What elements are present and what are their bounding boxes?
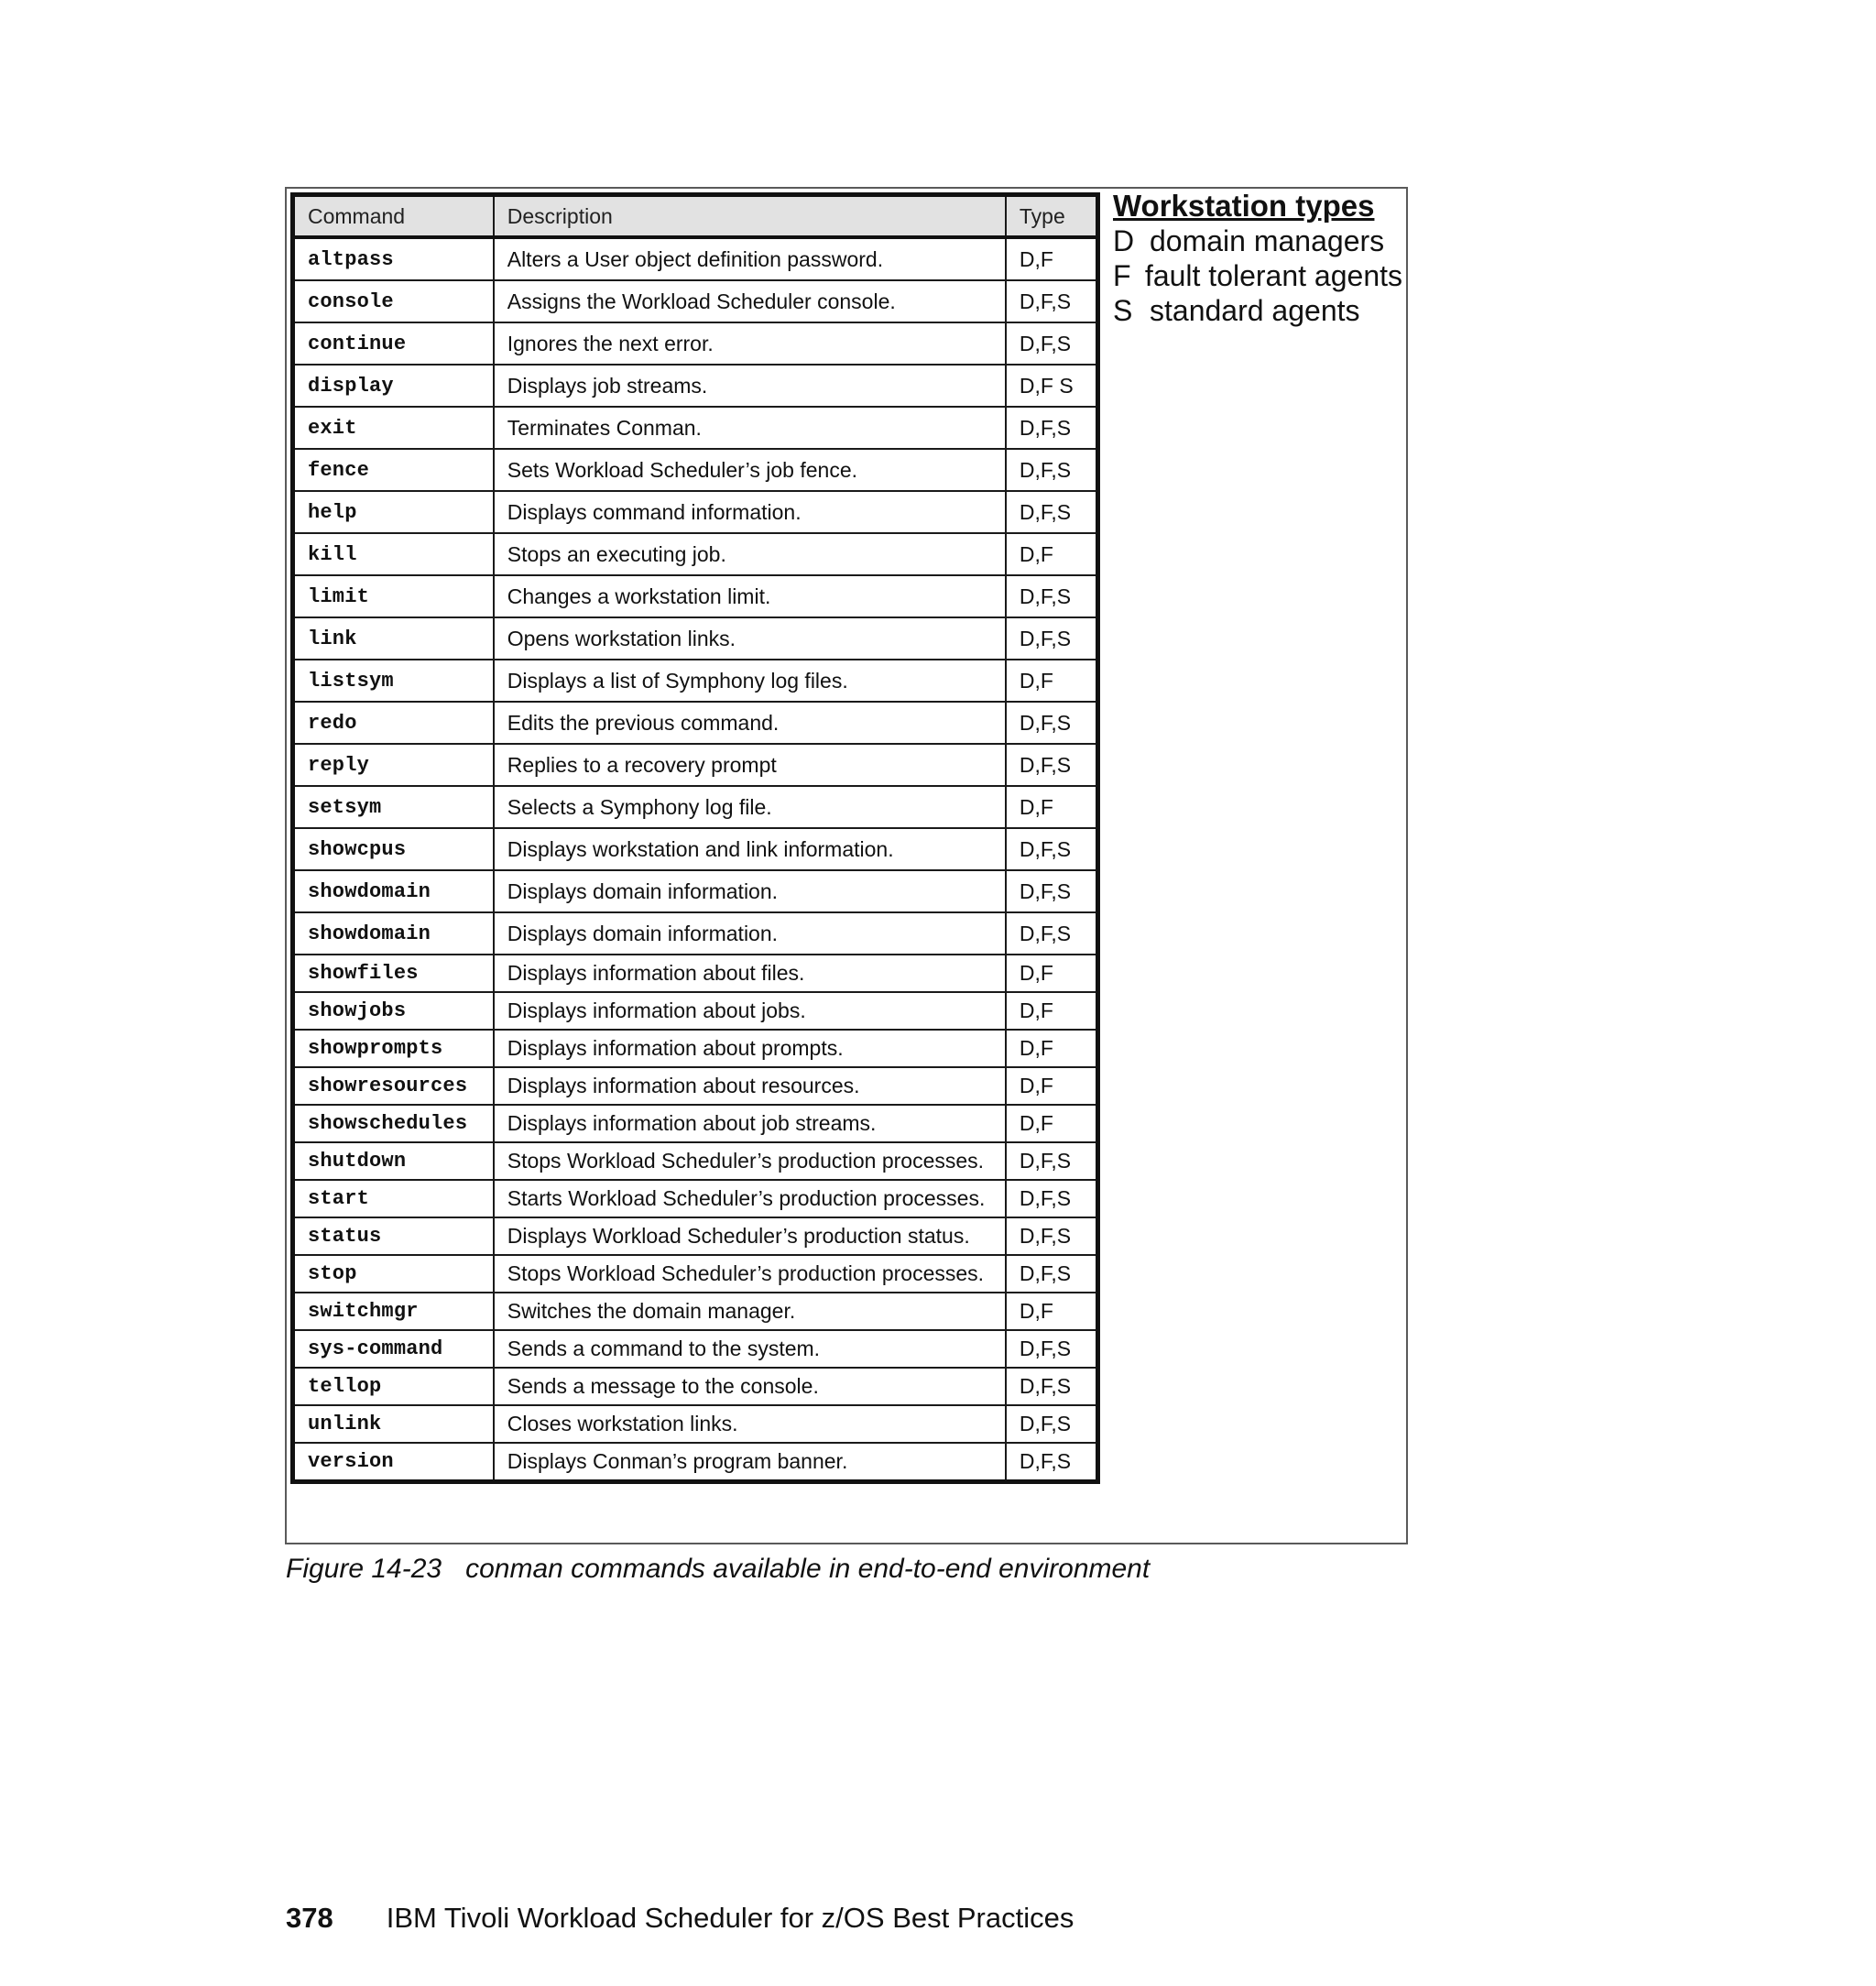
figure-number: Figure 14-23 — [286, 1554, 442, 1584]
table-row — [293, 533, 1098, 575]
page-footer — [286, 1902, 1074, 1935]
type-cell: D,F,S — [1006, 1142, 1098, 1180]
table-row — [293, 870, 1098, 912]
type-cell: D,F — [1006, 786, 1098, 828]
command-cell: status — [293, 1217, 494, 1255]
legend-title: Workstation types — [1113, 189, 1375, 223]
description-cell: Alters a User object definition password. — [494, 237, 1006, 280]
type-cell: D,F,S — [1006, 1368, 1098, 1405]
description-cell: Terminates Conman. — [494, 407, 1006, 449]
command-cell: showjobs — [293, 992, 494, 1030]
workstation-types-legend — [1113, 189, 1402, 328]
type-cell: D,F,S — [1006, 407, 1098, 449]
table-row — [293, 786, 1098, 828]
legend-item — [1113, 224, 1402, 258]
book-title: IBM Tivoli Workload Scheduler for z/OS Best Practices — [386, 1902, 1074, 1934]
command-cell: showschedules — [293, 1105, 494, 1142]
command-cell: showcpus — [293, 828, 494, 870]
description-cell: Closes workstation links. — [494, 1405, 1006, 1443]
legend-code: F — [1113, 259, 1131, 292]
command-cell: fence — [293, 449, 494, 491]
command-cell: limit — [293, 575, 494, 617]
table-row — [293, 1255, 1098, 1293]
table-row — [293, 1142, 1098, 1180]
table-row — [293, 828, 1098, 870]
command-cell: version — [293, 1443, 494, 1482]
description-cell: Displays workstation and link information. — [494, 828, 1006, 870]
type-cell: D,F,S — [1006, 1405, 1098, 1443]
type-cell: D,F — [1006, 1067, 1098, 1105]
table-row — [293, 280, 1098, 322]
command-cell: exit — [293, 407, 494, 449]
command-cell: shutdown — [293, 1142, 494, 1180]
table-row — [293, 1405, 1098, 1443]
table-header-row — [293, 195, 1098, 238]
description-cell: Stops an executing job. — [494, 533, 1006, 575]
description-cell: Opens workstation links. — [494, 617, 1006, 660]
description-cell: Changes a workstation limit. — [494, 575, 1006, 617]
table-row — [293, 1217, 1098, 1255]
table-row — [293, 702, 1098, 744]
type-cell: D,F,S — [1006, 1255, 1098, 1293]
type-cell: D,F,S — [1006, 1180, 1098, 1217]
column-header-description: Description — [494, 195, 1006, 238]
type-cell: D,F — [1006, 955, 1098, 992]
description-cell: Displays domain information. — [494, 912, 1006, 955]
type-cell: D,F — [1006, 1105, 1098, 1142]
type-cell: D,F,S — [1006, 280, 1098, 322]
type-cell: D,F,S — [1006, 617, 1098, 660]
type-cell: D,F — [1006, 237, 1098, 280]
description-cell: Selects a Symphony log file. — [494, 786, 1006, 828]
figure-caption — [286, 1554, 1150, 1585]
type-cell: D,F — [1006, 1030, 1098, 1067]
command-cell: listsym — [293, 660, 494, 702]
command-cell: help — [293, 491, 494, 533]
page-number: 378 — [286, 1902, 333, 1934]
description-cell: Sets Workload Scheduler’s job fence. — [494, 449, 1006, 491]
type-cell: D,F — [1006, 533, 1098, 575]
command-cell: display — [293, 365, 494, 407]
command-cell: showprompts — [293, 1030, 494, 1067]
type-cell: D,F,S — [1006, 744, 1098, 786]
table-row — [293, 912, 1098, 955]
description-cell: Displays job streams. — [494, 365, 1006, 407]
type-cell: D,F — [1006, 992, 1098, 1030]
table-row — [293, 992, 1098, 1030]
type-cell: D,F,S — [1006, 449, 1098, 491]
table-row — [293, 407, 1098, 449]
table-row — [293, 237, 1098, 280]
legend-item — [1113, 258, 1402, 293]
command-cell: altpass — [293, 237, 494, 280]
table-body — [293, 237, 1098, 1482]
description-cell: Displays information about prompts. — [494, 1030, 1006, 1067]
legend-label: standard agents — [1150, 294, 1360, 327]
description-cell: Sends a command to the system. — [494, 1330, 1006, 1368]
type-cell: D,F,S — [1006, 870, 1098, 912]
command-cell: showfiles — [293, 955, 494, 992]
command-cell: reply — [293, 744, 494, 786]
command-cell: stop — [293, 1255, 494, 1293]
description-cell: Starts Workload Scheduler’s production processes. — [494, 1180, 1006, 1217]
command-cell: showresources — [293, 1067, 494, 1105]
legend-code: S — [1113, 294, 1133, 327]
column-header-command: Command — [293, 195, 494, 238]
type-cell: D,F,S — [1006, 1443, 1098, 1482]
description-cell: Sends a message to the console. — [494, 1368, 1006, 1405]
description-cell: Displays a list of Symphony log files. — [494, 660, 1006, 702]
type-cell: D,F,S — [1006, 912, 1098, 955]
command-cell: showdomain — [293, 870, 494, 912]
table-row — [293, 617, 1098, 660]
command-cell: continue — [293, 322, 494, 365]
description-cell: Displays Workload Scheduler’s production status. — [494, 1217, 1006, 1255]
description-cell: Displays information about jobs. — [494, 992, 1006, 1030]
type-cell: D,F,S — [1006, 702, 1098, 744]
legend-label: domain managers — [1150, 224, 1385, 257]
conman-commands-table — [290, 192, 1100, 1484]
description-cell: Assigns the Workload Scheduler console. — [494, 280, 1006, 322]
table-row — [293, 365, 1098, 407]
table-row — [293, 1330, 1098, 1368]
description-cell: Replies to a recovery prompt — [494, 744, 1006, 786]
table-row — [293, 491, 1098, 533]
legend-code: D — [1113, 224, 1135, 257]
table-row — [293, 744, 1098, 786]
table-row — [293, 1368, 1098, 1405]
legend-label: fault tolerant agents — [1144, 259, 1402, 292]
command-cell: showdomain — [293, 912, 494, 955]
type-cell: D,F S — [1006, 365, 1098, 407]
table-row — [293, 1030, 1098, 1067]
table-row — [293, 575, 1098, 617]
type-cell: D,F,S — [1006, 491, 1098, 533]
type-cell: D,F — [1006, 1293, 1098, 1330]
table-row — [293, 1443, 1098, 1482]
table-row — [293, 1293, 1098, 1330]
command-cell: tellop — [293, 1368, 494, 1405]
command-cell: redo — [293, 702, 494, 744]
command-cell: unlink — [293, 1405, 494, 1443]
command-cell: link — [293, 617, 494, 660]
description-cell: Displays information about job streams. — [494, 1105, 1006, 1142]
description-cell: Displays Conman’s program banner. — [494, 1443, 1006, 1482]
command-cell: sys-command — [293, 1330, 494, 1368]
table-row — [293, 449, 1098, 491]
type-cell: D,F,S — [1006, 575, 1098, 617]
command-cell: switchmgr — [293, 1293, 494, 1330]
description-cell: Edits the previous command. — [494, 702, 1006, 744]
command-cell: kill — [293, 533, 494, 575]
description-cell: Stops Workload Scheduler’s production processes. — [494, 1255, 1006, 1293]
command-cell: console — [293, 280, 494, 322]
command-cell: start — [293, 1180, 494, 1217]
description-cell: Displays information about files. — [494, 955, 1006, 992]
description-cell: Switches the domain manager. — [494, 1293, 1006, 1330]
description-cell: Displays domain information. — [494, 870, 1006, 912]
type-cell: D,F,S — [1006, 322, 1098, 365]
table-row — [293, 1180, 1098, 1217]
description-cell: Ignores the next error. — [494, 322, 1006, 365]
type-cell: D,F — [1006, 660, 1098, 702]
legend-item — [1113, 293, 1402, 328]
type-cell: D,F,S — [1006, 1330, 1098, 1368]
description-cell: Displays command information. — [494, 491, 1006, 533]
type-cell: D,F,S — [1006, 828, 1098, 870]
table-row — [293, 1105, 1098, 1142]
table-row — [293, 322, 1098, 365]
column-header-type: Type — [1006, 195, 1098, 238]
type-cell: D,F,S — [1006, 1217, 1098, 1255]
table-row — [293, 955, 1098, 992]
description-cell: Displays information about resources. — [494, 1067, 1006, 1105]
command-cell: setsym — [293, 786, 494, 828]
table-row — [293, 1067, 1098, 1105]
description-cell: Stops Workload Scheduler’s production processes. — [494, 1142, 1006, 1180]
caption-text: conman commands available in end-to-end environment — [465, 1554, 1151, 1584]
table-row — [293, 660, 1098, 702]
